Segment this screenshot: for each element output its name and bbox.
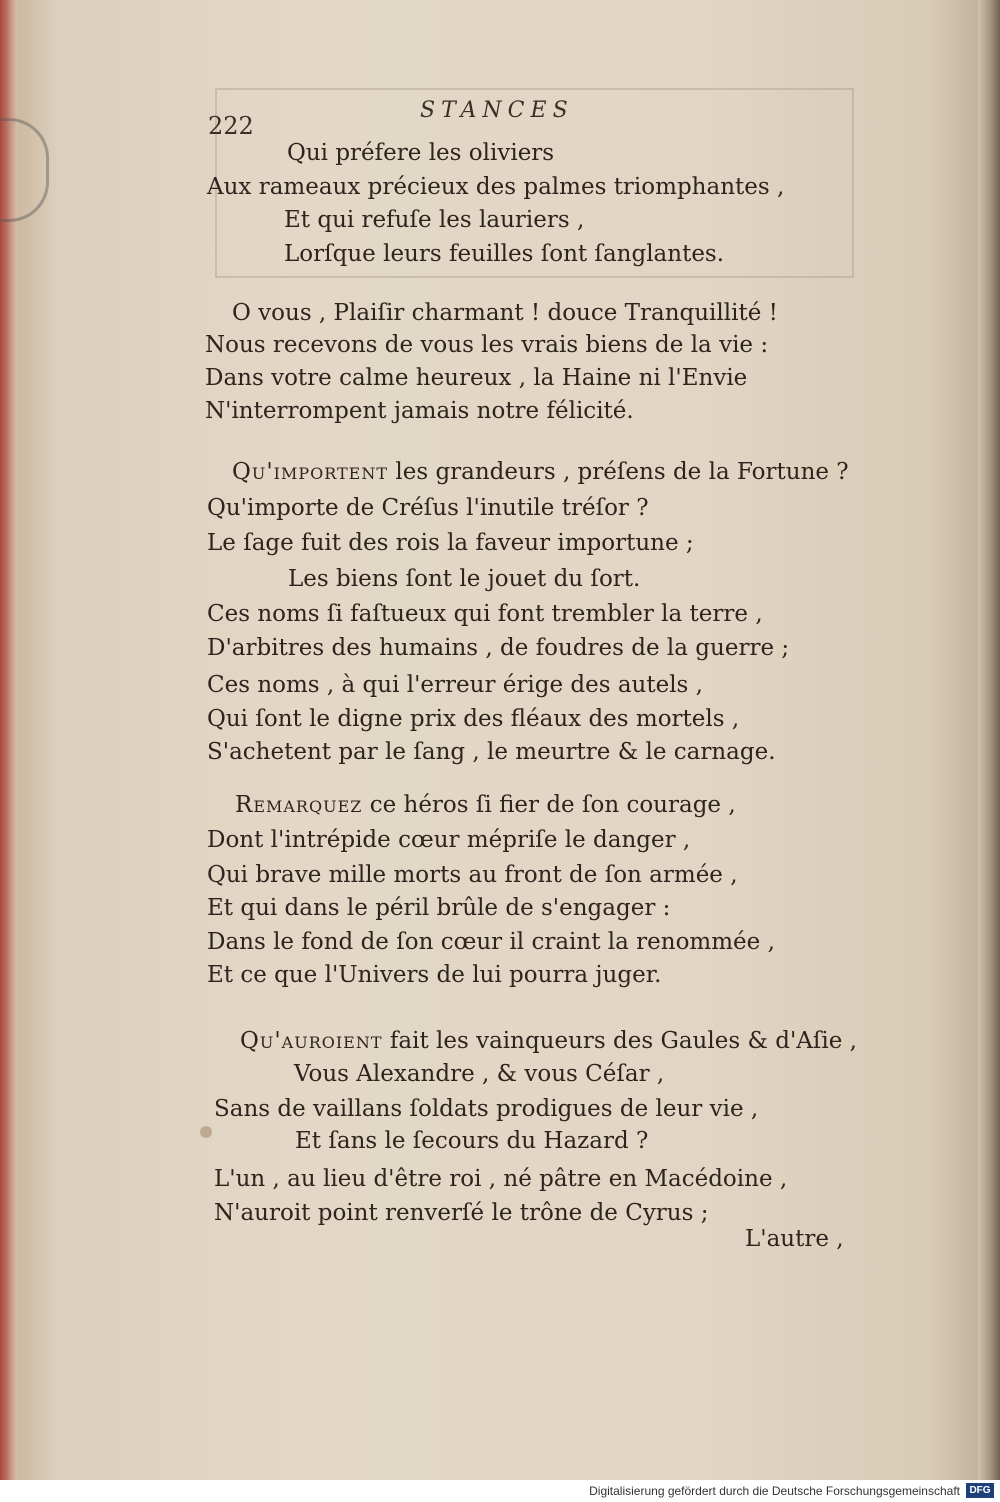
verse-line: Qu'importent les grandeurs , préſens de la Fortune ? xyxy=(232,459,849,485)
verse-line: S'achetent par le ſang , le meurtre & le carnage. xyxy=(207,739,776,765)
verse-line: Qu'importe de Créſus l'inutile tréſor ? xyxy=(207,495,649,521)
verse-line: Qu'auroient fait les vainqueurs des Gaules & d'Aſie , xyxy=(240,1028,857,1054)
digitization-credit: Digitalisierung gefördert durch die Deutsche Forschungsgemeinschaft xyxy=(589,1484,960,1498)
verse-line: Qui ſont le digne prix des fléaux des mortels , xyxy=(207,706,740,732)
verse-line: Aux rameaux précieux des palmes triomphantes , xyxy=(207,174,785,200)
verse-line: Remarquez ce héros ſi fier de ſon courage , xyxy=(235,792,736,818)
running-title: STANCES xyxy=(420,98,574,123)
verse-line: Et ce que l'Univers de lui pourra juger. xyxy=(207,962,662,988)
dfg-logo: DFG xyxy=(966,1483,994,1498)
verse-line: Le ſage fuit des rois la faveur importune ; xyxy=(207,530,694,556)
verse-line: Et qui dans le péril brûle de s'engager : xyxy=(207,895,671,921)
verse-line: Dont l'intrépide cœur mépriſe le danger , xyxy=(207,827,691,853)
initial-word: Remarquez xyxy=(235,792,363,818)
verse-line: D'arbitres des humains , de foudres de la guerre ; xyxy=(207,635,790,661)
verse-line: Les biens ſont le jouet du ſort. xyxy=(288,566,641,592)
verse-line: O vous , Plaiſir charmant ! douce Tranquillité ! xyxy=(232,300,778,326)
verse-line: N'interrompent jamais notre félicité. xyxy=(205,398,634,424)
page-edge-right xyxy=(978,0,1000,1480)
verse-line: Qui préfere les oliviers xyxy=(287,140,555,166)
verse-line: Dans votre calme heureux , la Haine ni l'Envie xyxy=(205,365,748,391)
verse-line: L'un , au lieu d'être roi , né pâtre en Macédoine , xyxy=(214,1166,788,1192)
initial-word: Qu'importent xyxy=(232,459,389,485)
initial-word: Qu'auroient xyxy=(240,1028,383,1054)
catchword: L'autre , xyxy=(745,1226,844,1252)
page-edge-left xyxy=(0,0,18,1480)
verse-line: Ces noms , à qui l'erreur érige des autels , xyxy=(207,672,703,698)
verse-line: Qui brave mille morts au front de ſon armée , xyxy=(207,862,738,888)
verse-line: N'auroit point renverſé le trône de Cyrus ; xyxy=(214,1200,709,1226)
ink-stain xyxy=(200,1126,212,1138)
verse-line: Et qui refuſe les lauriers , xyxy=(284,207,585,233)
verse-line: Nous recevons de vous les vrais biens de la vie : xyxy=(205,332,769,358)
verse-line: Sans de vaillans ſoldats prodigues de leur vie , xyxy=(214,1096,759,1122)
page-number: 222 xyxy=(208,112,254,140)
verse-line: Ces noms ſi faſtueux qui font trembler la terre , xyxy=(207,601,763,627)
verse-line: Dans le fond de ſon cœur il craint la renommée , xyxy=(207,929,775,955)
verse-line: Vous Alexandre , & vous Céſar , xyxy=(294,1061,665,1087)
verse-line: Lorſque leurs feuilles ſont ſanglantes. xyxy=(284,241,725,267)
verse-line: Et ſans le ſecours du Hazard ? xyxy=(295,1128,649,1154)
